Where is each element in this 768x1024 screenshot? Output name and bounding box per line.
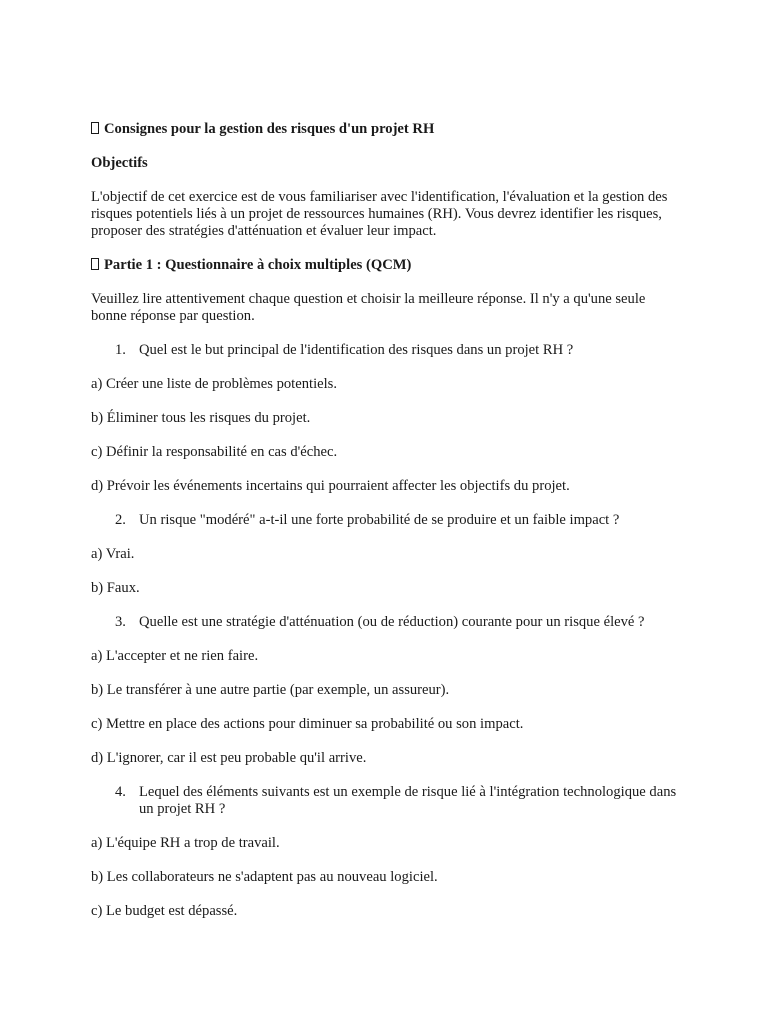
- question-4: [91, 784, 681, 818]
- answer-option: c) Mettre en place des actions pour diminuer sa probabilité ou son impact.: [91, 716, 524, 732]
- answer-option: b) Faux.: [91, 580, 140, 596]
- objectives-paragraph: L'objectif de cet exercice est de vous familiariser avec l'identification, l'évaluation et la gestion des risques potentiels liés à un projet de ressources humaines (RH). Vous devrez identifier les risques, proposer des stratégies d'atténuation et évaluer leur impact.: [91, 189, 668, 239]
- answer-option: c) Définir la responsabilité en cas d'échec.: [91, 444, 338, 460]
- question-number: 1.: [115, 342, 126, 358]
- answer-option: b) Éliminer tous les risques du projet.: [91, 410, 311, 426]
- answer-option: a) Vrai.: [91, 546, 135, 562]
- objectives-heading: Objectifs: [91, 155, 148, 171]
- question-text: Quel est le but principal de l'identification des risques dans un projet RH ?: [139, 342, 574, 358]
- missing-glyph-icon: [91, 122, 99, 134]
- question-1: [91, 342, 681, 359]
- question-number: 2.: [115, 512, 126, 528]
- document-page: [91, 121, 681, 920]
- answer-option: b) Les collaborateurs ne s'adaptent pas au nouveau logiciel.: [91, 869, 438, 885]
- question-text: Un risque "modéré" a-t-il une forte probabilité de se produire et un faible impact ?: [139, 512, 620, 528]
- document-title-text: Consignes pour la gestion des risques d'un projet RH: [104, 121, 435, 137]
- question-number: 4.: [115, 784, 126, 800]
- question-2: [91, 512, 681, 529]
- part1-heading-text: Partie 1 : Questionnaire à choix multiples (QCM): [104, 257, 412, 273]
- answer-option: b) Le transférer à une autre partie (par exemple, un assureur).: [91, 682, 450, 698]
- question-3: [91, 614, 681, 631]
- answer-option: a) L'accepter et ne rien faire.: [91, 648, 259, 664]
- missing-glyph-icon: [91, 258, 99, 270]
- document-title: [91, 121, 681, 138]
- answer-option: d) Prévoir les événements incertains qui pourraient affecter les objectifs du projet.: [91, 478, 570, 494]
- answer-option: a) Créer une liste de problèmes potentiels.: [91, 376, 337, 392]
- answer-option: a) L'équipe RH a trop de travail.: [91, 835, 280, 851]
- question-text: Quelle est une stratégie d'atténuation (ou de réduction) courante pour un risque élevé ?: [139, 614, 645, 630]
- answer-option: c) Le budget est dépassé.: [91, 903, 238, 919]
- answer-option: d) L'ignorer, car il est peu probable qu'il arrive.: [91, 750, 367, 766]
- part1-intro: Veuillez lire attentivement chaque question et choisir la meilleure réponse. Il n'y a qu'une seule bonne réponse par question.: [91, 291, 646, 324]
- question-number: 3.: [115, 614, 126, 630]
- part1-heading: [91, 257, 681, 274]
- question-text: Lequel des éléments suivants est un exemple de risque lié à l'intégration technologique dans un projet RH ?: [139, 784, 677, 817]
